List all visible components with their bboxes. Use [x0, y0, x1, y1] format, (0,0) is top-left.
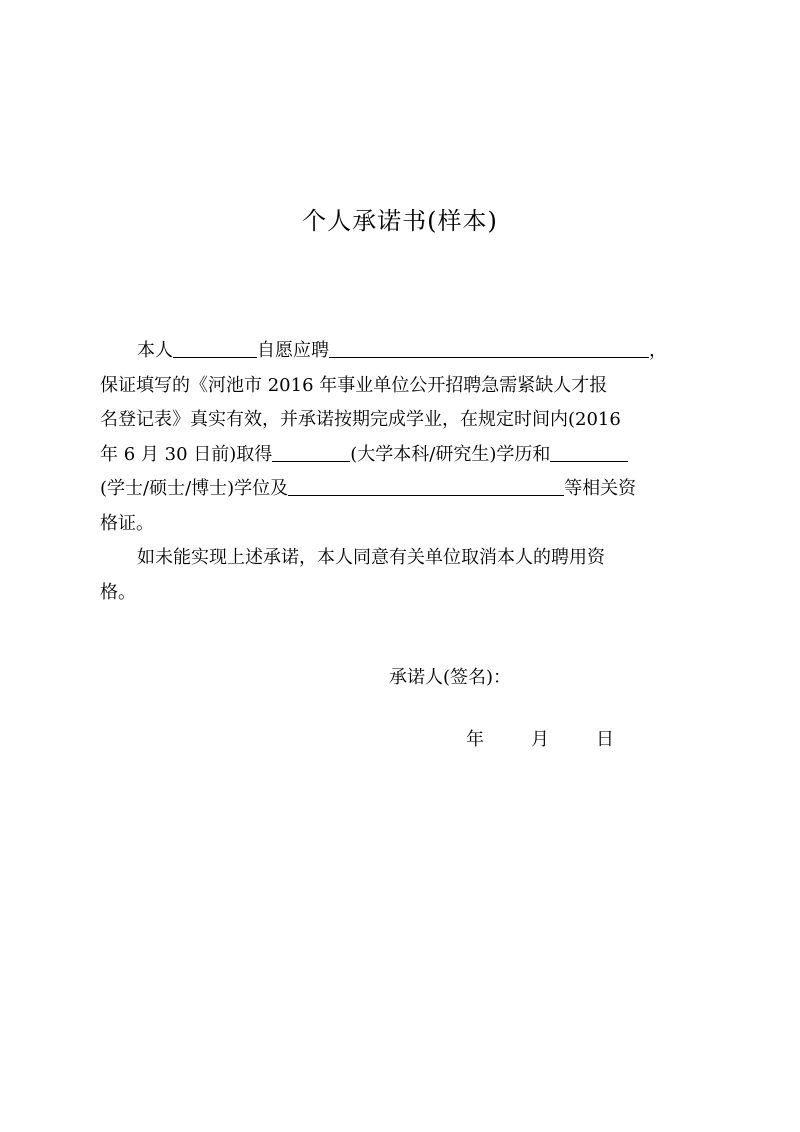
text-self: 本人: [137, 340, 173, 361]
commitment-body: [100, 334, 710, 610]
commitment-paragraph-1: [100, 334, 710, 541]
commitment-paragraph-2: [100, 541, 710, 610]
text-comma: ，: [649, 340, 667, 361]
signature-label: 承诺人(签名)：: [389, 667, 512, 688]
page-title: 个人承诺书(样本): [302, 207, 498, 235]
certificate-blank[interactable]: [288, 475, 564, 496]
position-blank[interactable]: [329, 337, 649, 358]
date-day: 日: [596, 729, 614, 750]
text-p2-line-2: 格。: [100, 581, 136, 603]
text-line-5a: (学士/硕士/博士)学位及: [100, 478, 289, 499]
text-p2-line-1: 如未能实现上述承诺，本人同意有关单位取消本人的聘用资: [137, 547, 605, 568]
date-line: [466, 726, 614, 754]
text-line-4b: (大学本科/研究生)学历和: [350, 443, 551, 465]
text-line-5b: 等相关资: [564, 478, 637, 499]
education-blank[interactable]: [272, 441, 350, 462]
degree-blank[interactable]: [550, 441, 628, 462]
text-line-3: 名登记表》真实有效，并承诺按期完成学业，在规定时间内(2016: [100, 409, 621, 430]
date-year: 年: [466, 729, 484, 750]
text-apply: 自愿应聘: [257, 340, 329, 361]
date-month: 月: [531, 729, 549, 750]
text-line-6: 格证。: [100, 512, 154, 534]
text-line-4a: 年 6 月 30 日前)取得: [100, 443, 273, 465]
name-blank[interactable]: [173, 337, 257, 358]
text-line-2: 保证填写的《河池市 2016 年事业单位公开招聘急需紧缺人才报: [100, 374, 608, 396]
